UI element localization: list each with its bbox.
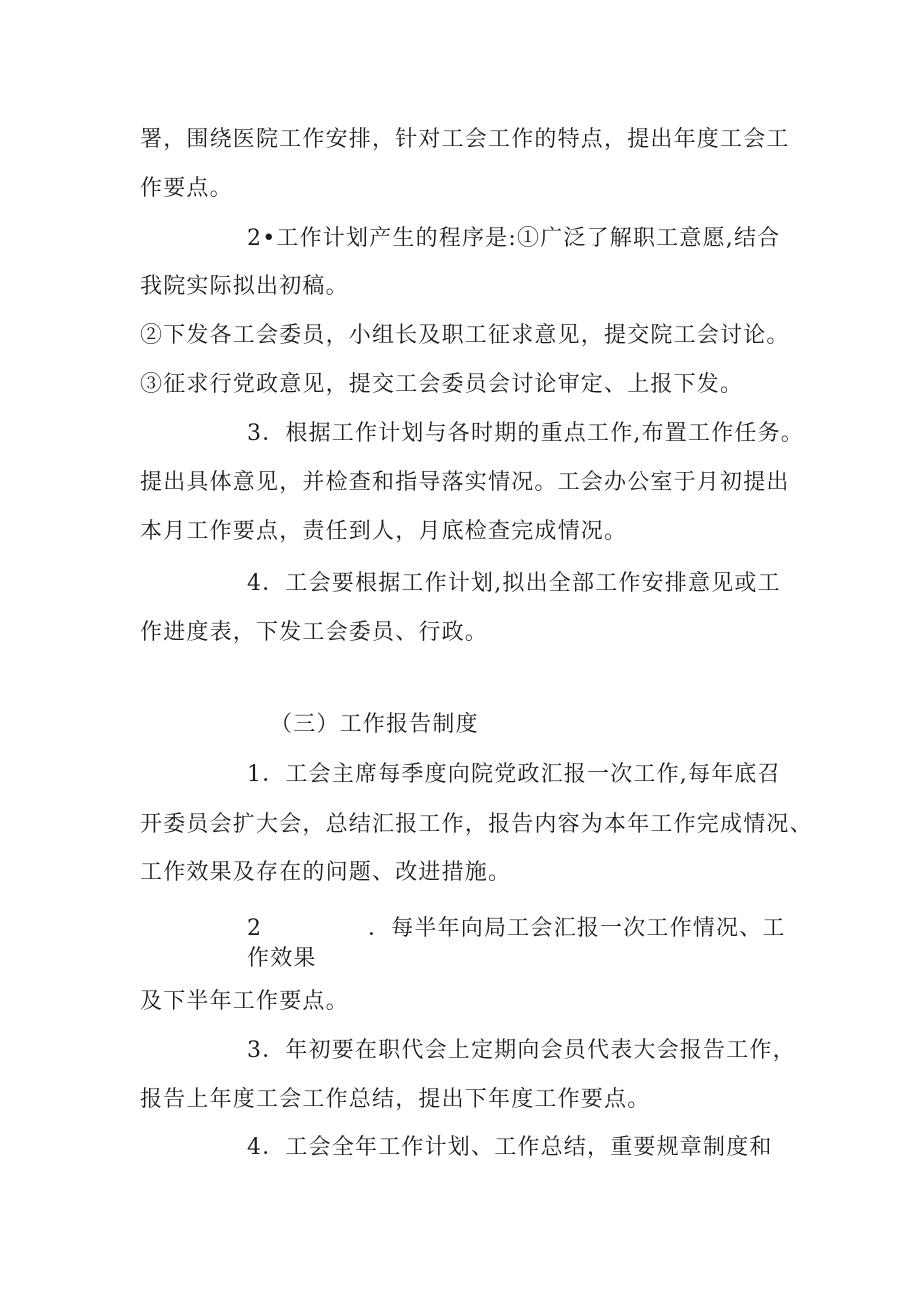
- report-item-1-line: 工作效果及存在的问题、改进措施。: [140, 860, 512, 885]
- sub-item-2: ②下发各工会委员，小组长及职工征求意见，提交院工会讨论。: [140, 323, 790, 348]
- report-item-3-line: 报告上年度工会工作总结，提出下年度工作要点。: [140, 1087, 651, 1112]
- report-item-2-number: 2: [247, 916, 263, 941]
- sub-item-3: ③征求行党政意见，提交工会委员会讨论审定、上报下发。: [140, 372, 744, 397]
- section-heading: （三）工作报告制度: [270, 712, 479, 737]
- paragraph-line: 作要点。: [140, 176, 233, 201]
- list-item-2-line: 我院实际拟出初稿。: [140, 274, 349, 299]
- list-item-3-line: 3．根据工作计划与各时期的重点工作,布置工作任务。: [247, 421, 804, 446]
- report-item-4-line: 4．工会全年工作计划、工作总结，重要规章制度和: [247, 1135, 773, 1160]
- list-item-4-line: 4．工会要根据工作计划,拟出全部工作安排意见或工: [247, 571, 781, 596]
- list-item-3-line: 提出具体意见，并检查和指导落实情况。工会办公室于月初提出: [140, 470, 790, 495]
- report-item-2-line: 及下半年工作要点。: [140, 989, 349, 1014]
- list-item-2-line: 2•工作计划产生的程序是:①广泛了解职工意愿,结合: [247, 226, 781, 251]
- report-item-2-line: ．每半年向局工会汇报一次工作情况、工: [368, 916, 786, 941]
- paragraph-line: 署，围绕医院工作安排，针对工会工作的特点，提出年度工会工: [140, 127, 790, 152]
- list-item-3-line: 本月工作要点，责任到人，月底检查完成情况。: [140, 519, 628, 544]
- report-item-3-line: 3．年初要在职代会上定期向会员代表大会报告工作，: [247, 1038, 796, 1063]
- report-item-1-line: 开委员会扩大会，总结汇报工作，报告内容为本年工作完成情况、: [140, 812, 813, 837]
- report-item-1-line: 1．工会主席每季度向院党政汇报一次工作,每年底召: [247, 762, 781, 787]
- report-item-2-line: 作效果: [247, 946, 317, 971]
- list-item-4-line: 作进度表，下发工会委员、行政。: [140, 620, 489, 645]
